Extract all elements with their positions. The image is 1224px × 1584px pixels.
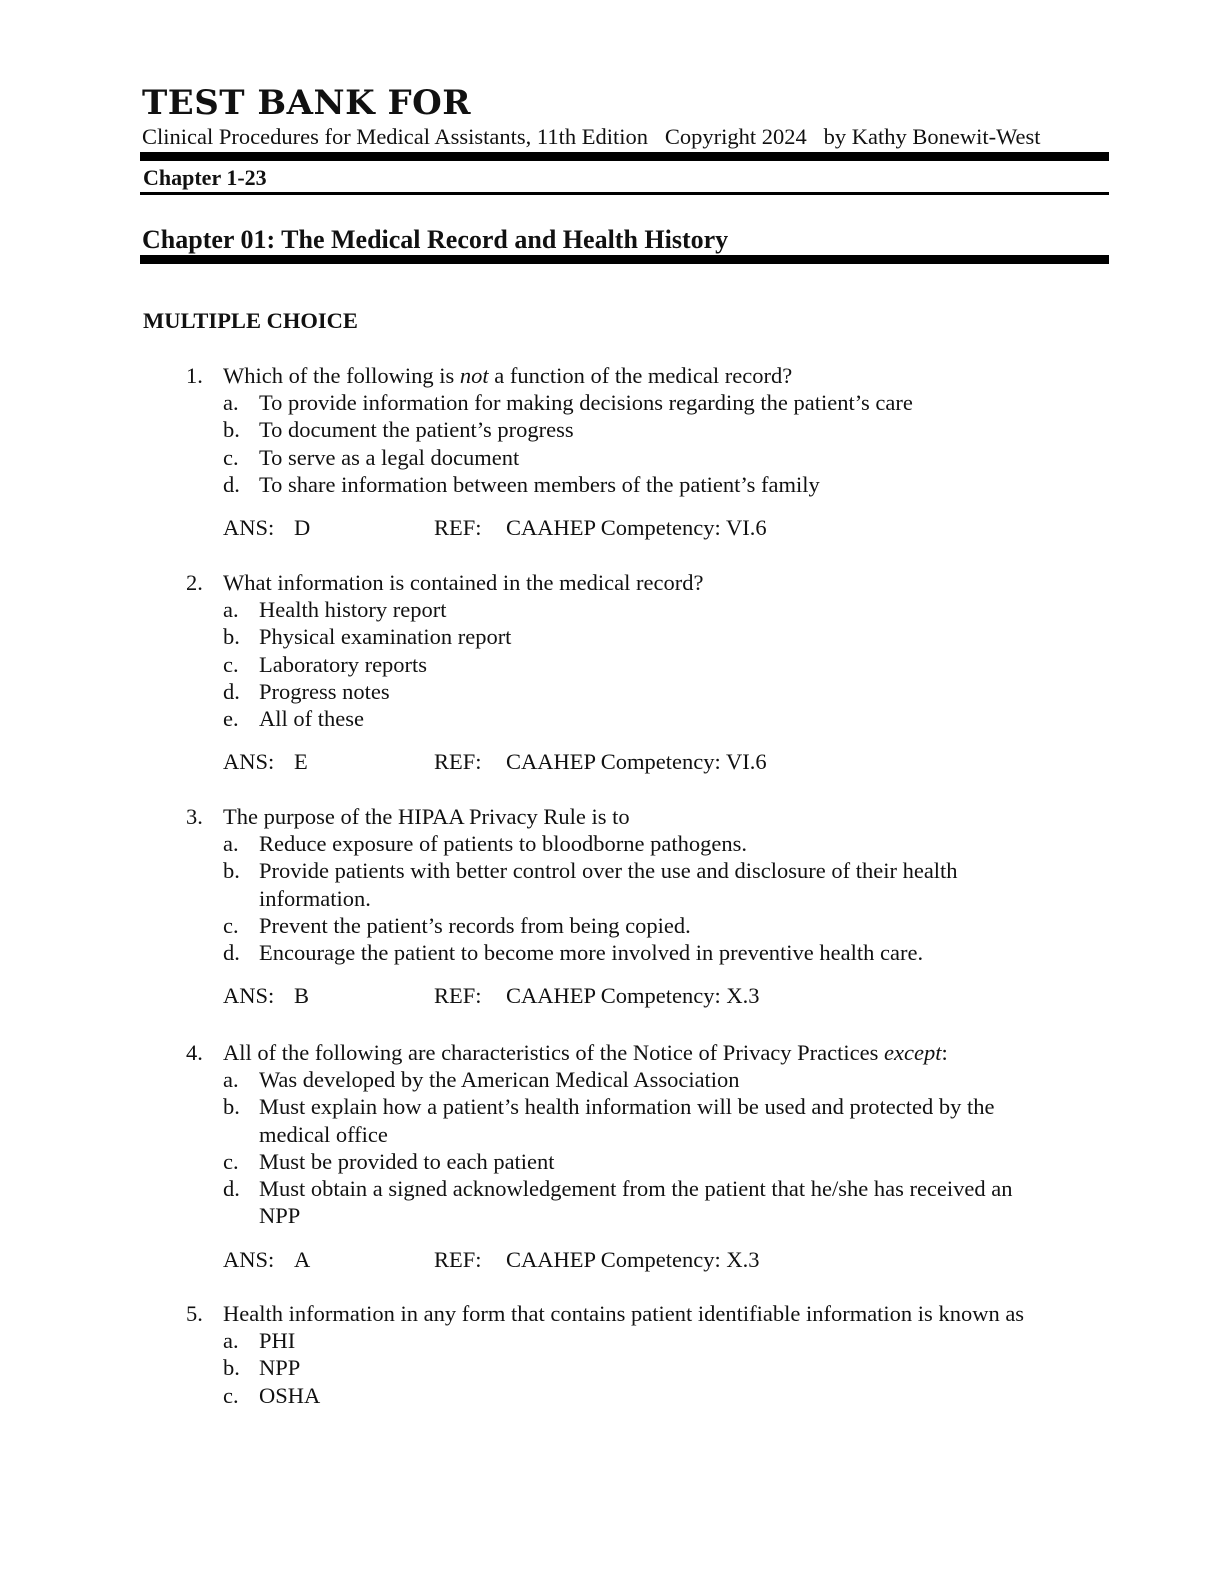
header-rule-thin [140,192,1109,195]
ref-value: CAAHEP Competency: VI.6 [506,515,767,541]
question-2 [0,569,1224,775]
answer-row [0,514,1224,541]
section-heading: MULTIPLE CHOICE [143,308,358,333]
question-stem: Health information in any form that contains patient identifiable information is known as [223,1301,1025,1326]
question-number: 5. [186,1301,203,1326]
ans-value: E [294,749,308,775]
book-info-line: Clinical Procedures for Medical Assistants, 11th Edition Copyright 2024 by Kathy Bonewit-West [142,124,1041,149]
answer-option: b. Physical examination report [223,624,512,650]
question-4 [0,1039,1224,1273]
answer-option: d. To share information between members of the patient’s family [223,471,820,497]
answer-option: b. Must explain how a patient’s health information will be used and protected by the medical office [223,1094,995,1147]
answer-option: a. Reduce exposure of patients to bloodborne pathogens. [223,831,748,856]
answer-option: a. Was developed by the American Medical Association [223,1067,740,1092]
ans-label: ANS: [223,1246,275,1272]
test-bank-title: TEST BANK FOR [142,83,472,123]
question-stem: What information is contained in the medical record? [223,570,704,595]
ref-value: CAAHEP Competency: X.3 [506,1246,760,1272]
ans-label: ANS: [223,515,275,541]
answer-option: b. NPP [223,1355,301,1381]
question-3 [0,803,1224,1009]
answer-option: c. To serve as a legal document [223,444,520,470]
ans-value: B [294,983,310,1009]
ref-label: REF: [434,515,482,541]
ans-value: D [294,515,311,541]
answer-option: c. Prevent the patient’s records from being copied. [223,912,691,938]
question-1 [0,362,1224,541]
chapter-rule [140,255,1109,264]
ref-value: CAAHEP Competency: VI.6 [506,749,767,775]
chapter-range: Chapter 1-23 [143,165,267,190]
ans-label: ANS: [223,983,275,1009]
answer-option: d. Must obtain a signed acknowledgement from the patient that he/she has received an NPP [223,1176,1013,1229]
answer-option: c. Must be provided to each patient [223,1148,555,1174]
question-stem: Which of the following is not a function of the medical record? [223,363,793,388]
answer-row [0,748,1224,775]
chapter-heading: Chapter 01: The Medical Record and Health History [142,225,729,254]
answer-row [0,982,1224,1009]
question-number: 2. [186,570,203,595]
ans-value: A [294,1246,311,1272]
answer-option: a. Health history report [223,597,447,622]
answer-option: c. Laboratory reports [223,651,428,677]
answer-row [0,1246,1224,1273]
question-5 [0,1300,1224,1409]
header-rule-thick [140,152,1109,161]
ref-label: REF: [434,749,482,775]
answer-option: e. All of these [223,706,364,732]
ans-label: ANS: [223,749,275,775]
answer-option: c. OSHA [223,1382,321,1408]
answer-option: a. To provide information for making decisions regarding the patient’s care [223,390,913,415]
question-stem: The purpose of the HIPAA Privacy Rule is to [223,804,630,829]
question-number: 1. [186,363,203,388]
answer-option: b. Provide patients with better control over the use and disclosure of their health information. [223,858,958,911]
answer-option: b. To document the patient’s progress [223,417,574,443]
answer-option: d. Encourage the patient to become more involved in preventive health care. [223,940,924,966]
ref-label: REF: [434,983,482,1009]
question-stem: All of the following are characteristics of the Notice of Privacy Practices except: [223,1040,948,1065]
answer-option: d. Progress notes [223,678,390,704]
ref-label: REF: [434,1246,482,1272]
question-number: 3. [186,804,203,829]
ref-value: CAAHEP Competency: X.3 [506,983,760,1009]
question-number: 4. [186,1040,203,1065]
answer-option: a. PHI [223,1328,296,1353]
